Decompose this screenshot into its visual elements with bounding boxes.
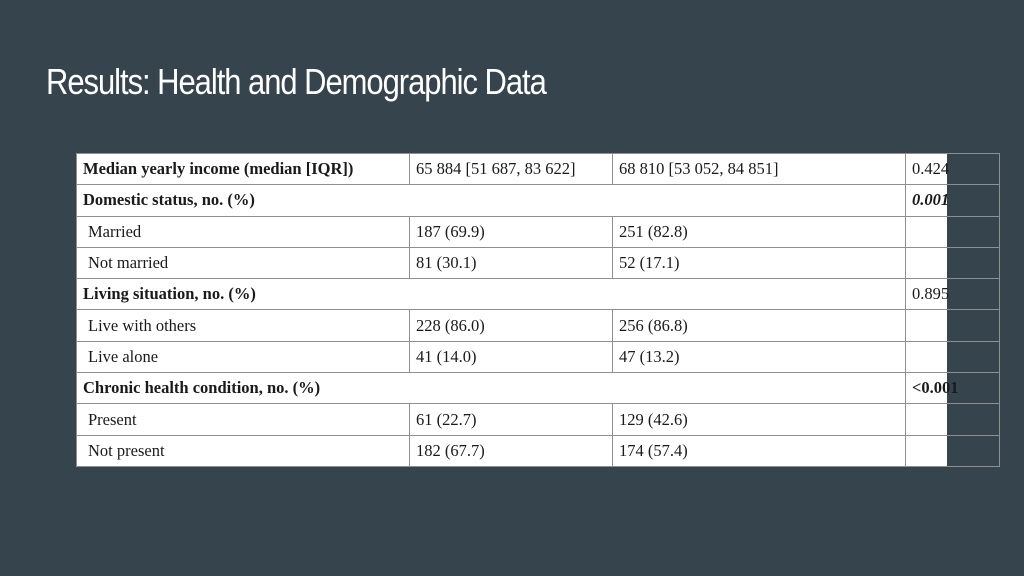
income-label: Median yearly income (median [IQR]) [77,154,410,185]
row-group2: 256 (86.8) [613,310,906,341]
row-p-empty [906,247,1000,278]
table-row [77,310,1000,341]
row-group1: 61 (22.7) [410,404,613,435]
row-label: Not married [77,247,410,278]
table-row [77,247,1000,278]
income-group2: 68 810 [53 052, 84 851] [613,154,906,185]
table-row-income [77,154,1000,185]
row-group1: 41 (14.0) [410,341,613,372]
row-label: Live with others [77,310,410,341]
table-row [77,435,1000,466]
table-row-domestic-header [77,185,1000,216]
income-group1: 65 884 [51 687, 83 622] [410,154,613,185]
row-p-empty [906,216,1000,247]
row-group1: 182 (67.7) [410,435,613,466]
table-row [77,404,1000,435]
income-p-value: 0.424 [906,154,1000,185]
domestic-p-value: 0.001 [906,185,1000,216]
row-p-empty [906,310,1000,341]
row-group1: 228 (86.0) [410,310,613,341]
results-table [76,153,1000,467]
table-row [77,216,1000,247]
row-group2: 129 (42.6) [613,404,906,435]
row-label: Not present [77,435,410,466]
living-label: Living situation, no. (%) [77,279,906,310]
row-label: Live alone [77,341,410,372]
row-group1: 81 (30.1) [410,247,613,278]
row-label: Present [77,404,410,435]
results-table-image [76,153,959,467]
domestic-label: Domestic status, no. (%) [77,185,906,216]
row-label: Married [77,216,410,247]
row-p-empty [906,404,1000,435]
row-p-empty [906,341,1000,372]
table-row [77,341,1000,372]
row-group2: 174 (57.4) [613,435,906,466]
slide-title: Results: Health and Demographic Data [46,61,546,102]
row-p-empty [906,435,1000,466]
chronic-label: Chronic health condition, no. (%) [77,373,906,404]
row-group2: 251 (82.8) [613,216,906,247]
row-group2: 47 (13.2) [613,341,906,372]
table-row-living-header [77,279,1000,310]
table-row-chronic-header [77,373,1000,404]
row-group1: 187 (69.9) [410,216,613,247]
chronic-p-value: <0.001 [906,373,1000,404]
living-p-value: 0.895 [906,279,1000,310]
row-group2: 52 (17.1) [613,247,906,278]
